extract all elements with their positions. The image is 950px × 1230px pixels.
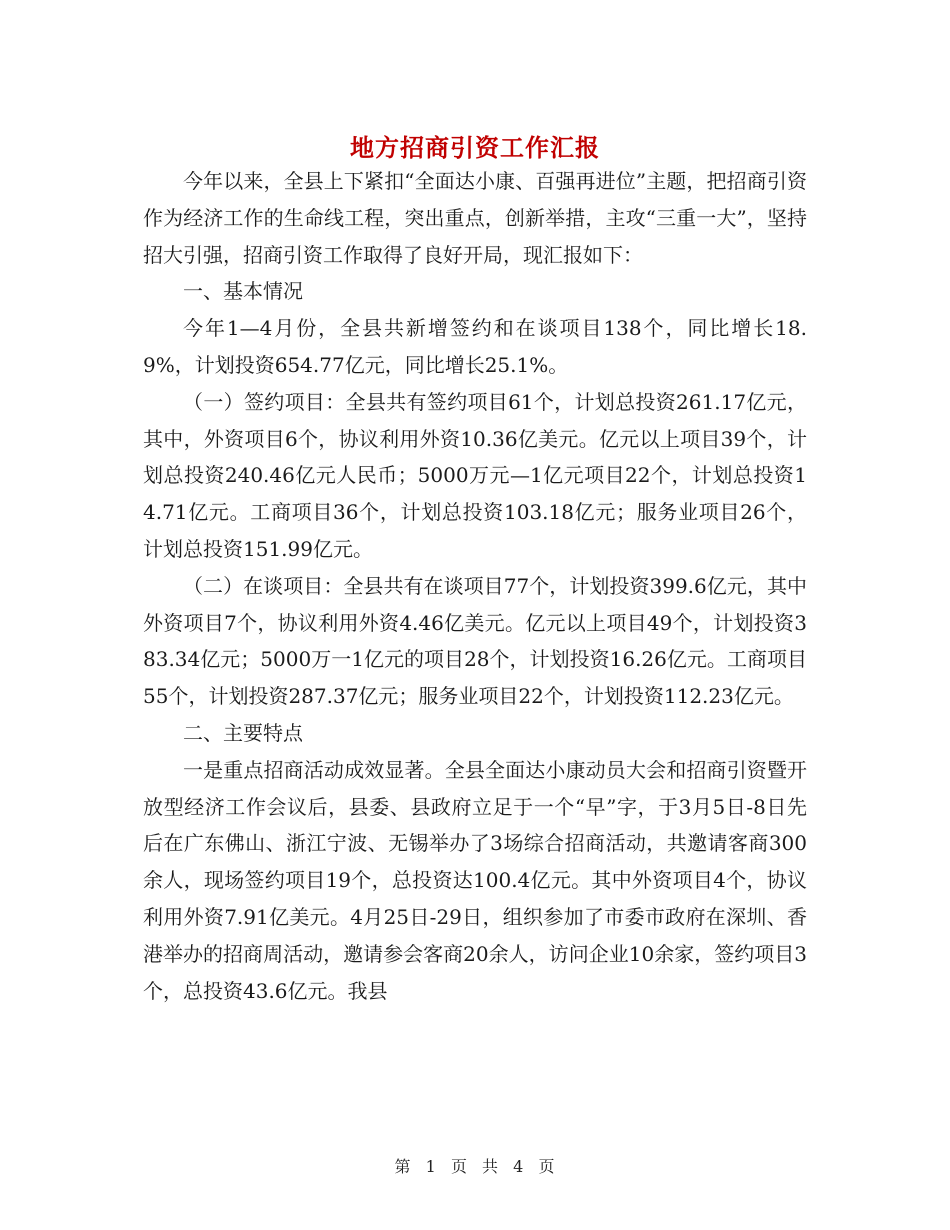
paragraph-feature-one: 一是重点招商活动成效显著。全县全面达小康动员大会和招商引资暨开放型经济工作会议后，县委、县政府立足于一个“早”字，于3月5日-8日先后在广东佛山、浙江宁波、无锡举办了3场综合招商活动，共邀请客商300余人，现场签约项目19个，总投资达100.4亿元。其中外资项目4个，协议利用外资7.91亿美元。4月25日-29日，组织参加了市委市政府在深圳、香港举办的招商周活动，邀请参会客商20余人，访问企业10余家，签约项目3个，总投资43.6亿元。我县	[143, 757, 807, 1003]
document-body	[143, 163, 807, 1009]
document-title: 地方招商引资工作汇报	[350, 133, 600, 163]
footer-ye2: 页	[538, 1157, 556, 1176]
section-heading-features: 二、主要特点	[183, 720, 303, 745]
paragraph-signed-projects: （一）签约项目：全县共有签约项目61个，计划总投资261.17亿元，其中，外资项目6个，协议利用外资10.36亿美元。亿元以上项目39个，计划总投资240.46亿元人民币；5000万元—1亿元项目22个，计划总投资14.71亿元。工商项目36个，计划总投资103.18亿元；服务业项目26个，计划总投资151.99亿元。	[143, 389, 807, 561]
paragraph-overview: 今年1—4月份，全县共新增签约和在谈项目138个，同比增长18.9%，计划投资654.77亿元，同比增长25.1%。	[143, 316, 807, 377]
footer-page-number: 1	[425, 1157, 437, 1176]
paragraph-negotiating-projects: （二）在谈项目：全县共有在谈项目77个，计划投资399.6亿元，其中外资项目7个，协议利用外资4.46亿美元。亿元以上项目49个，计划投资383.34亿元；5000万一1亿元的项目28个，计划投资16.26亿元。工商项目55个，计划投资287.37亿元；服务业项目22个，计划投资112.23亿元。	[143, 573, 807, 709]
paragraph-intro: 今年以来，全县上下紧扣“全面达小康、百强再进位”主题，把招商引资作为经济工作的生命线工程，突出重点，创新举措，主攻“三重一大”，坚持招大引强，招商引资工作取得了良好开局，现汇报如下：	[143, 169, 807, 267]
footer-gong: 共	[482, 1157, 500, 1176]
section-heading-basic: 一、基本情况	[183, 279, 303, 304]
footer-di: 第	[394, 1157, 412, 1176]
footer-ye: 页	[450, 1157, 468, 1176]
footer-total-pages: 4	[513, 1157, 525, 1176]
page-footer	[0, 1154, 950, 1177]
